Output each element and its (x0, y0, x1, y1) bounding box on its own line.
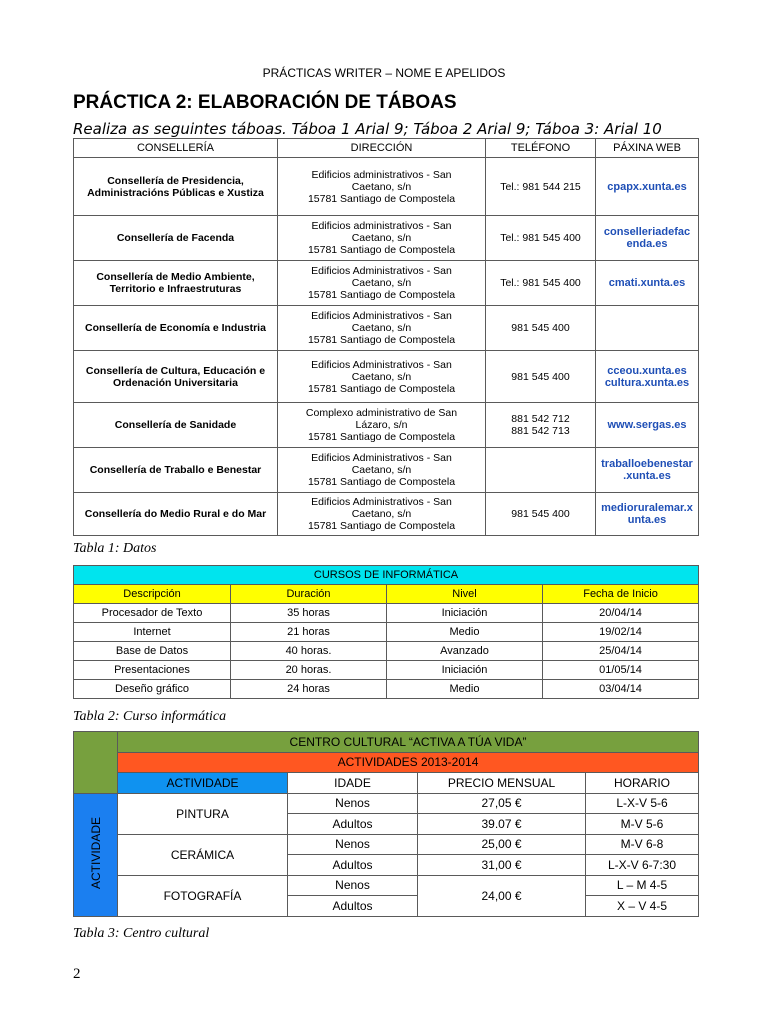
schedule-cell: M-V 6-8 (586, 834, 699, 855)
conselleria-name: Consellería de Facenda (74, 216, 278, 261)
address-line: Edificios Administrativos - San (311, 310, 452, 322)
phone-line: 981 545 400 (511, 322, 570, 334)
address-cell (278, 261, 486, 306)
table-cell: 21 horas (231, 623, 387, 642)
address-cell (278, 493, 486, 536)
table-cell: Internet (74, 623, 231, 642)
phone-cell (486, 448, 596, 493)
table-cell: Iniciación (387, 604, 543, 623)
header-cell: ACTIVIDADE (118, 773, 288, 794)
activity-name: PINTURA (118, 793, 288, 834)
table-centro-cultural (73, 731, 699, 917)
phone-cell (486, 261, 596, 306)
web-link[interactable]: traballoebenestar (601, 458, 693, 470)
table-cell: 20 horas. (231, 661, 387, 680)
address-line: Caetano, s/n (351, 277, 412, 289)
price-cell: 39.07 € (418, 814, 586, 835)
address-line: Caetano, s/n (351, 370, 412, 383)
table-cell: 24 horas (231, 680, 387, 699)
header-cell: Fecha de Inicio (543, 585, 699, 604)
table-header-row (74, 585, 699, 604)
address-line: 15781 Santiago de Compostela (307, 382, 456, 395)
header-cell: DIRECCIÓN (278, 139, 486, 158)
address-line: Edificios Administrativos - San (311, 265, 452, 277)
phone-cell (486, 403, 596, 448)
phone-cell (486, 493, 596, 536)
address-cell (278, 306, 486, 351)
table-cell: 35 horas (231, 604, 387, 623)
table-cell: 25/04/14 (543, 642, 699, 661)
table-cell: Medio (387, 623, 543, 642)
web-link[interactable]: .xunta.es (623, 470, 671, 482)
phone-line: Tel.: 981 544 215 (500, 180, 581, 193)
table-row (74, 661, 699, 680)
web-cell (596, 158, 699, 216)
header-cell: Duración (231, 585, 387, 604)
header-cell: HORARIO (586, 773, 699, 794)
table-cell: Procesador de Texto (74, 604, 231, 623)
address-line: 15781 Santiago de Compostela (307, 289, 456, 301)
conselleria-name: Consellería de Economía e Industria (74, 306, 278, 351)
conselleria-name: Consellería de Sanidade (74, 403, 278, 448)
address-cell (278, 216, 486, 261)
activity-name: FOTOGRAFÍA (118, 875, 288, 916)
address-cell (278, 448, 486, 493)
page-number: 2 (73, 966, 81, 982)
web-cell (596, 493, 699, 536)
page-header: PRÁCTICAS WRITER – NOME E APELIDOS (262, 66, 506, 80)
header-cell: CONSELLERÍA (74, 139, 278, 158)
table-row (74, 642, 699, 661)
table-row (74, 261, 699, 306)
address-line: 15781 Santiago de Compostela (307, 192, 456, 205)
price-cell: 27,05 € (418, 793, 586, 814)
table-cell: 40 horas. (231, 642, 387, 661)
web-cell (596, 216, 699, 261)
web-link[interactable]: conselleriadefac (603, 226, 691, 238)
conselleria-name: Consellería de Cultura, Educación e Ordenación Universitaria (74, 351, 278, 403)
table-row (74, 351, 699, 403)
address-line: Caetano, s/n (351, 508, 412, 520)
address-line: Edificios Administrativos - San (311, 452, 452, 464)
side-label: ACTIVIDADE (88, 816, 103, 889)
price-cell: 25,00 € (418, 834, 586, 855)
table-cell: 01/05/14 (543, 661, 699, 680)
address-line: Edificios administrativos - San (311, 220, 452, 232)
table-row (74, 834, 699, 855)
web-link[interactable]: enda.es (626, 238, 668, 250)
web-cell (596, 306, 699, 351)
address-line: Caetano, s/n (351, 322, 412, 334)
web-cell (596, 351, 699, 403)
intro-text: Realiza as seguintes táboas. Táboa 1 Arial 9; Táboa 2 Arial 9; Táboa 3: Arial 10 (73, 120, 662, 138)
address-line: Complexo administrativo de San (305, 407, 458, 419)
address-cell (278, 158, 486, 216)
side-label-cell (74, 793, 118, 916)
header-cell: Nivel (387, 585, 543, 604)
table-row (74, 306, 699, 351)
address-line: Edificios Administrativos - San (311, 358, 452, 371)
corner-cell (74, 732, 118, 794)
table-cell: Base de Datos (74, 642, 231, 661)
table2-caption: Tabla 2: Curso informática (73, 709, 227, 724)
table-cell: Iniciación (387, 661, 543, 680)
web-link[interactable]: cultura.xunta.es (604, 376, 690, 389)
table-row (74, 604, 699, 623)
address-line: Lázaro, s/n (355, 419, 408, 431)
address-line: Caetano, s/n (351, 232, 412, 244)
table-cell: 19/02/14 (543, 623, 699, 642)
table-row (74, 680, 699, 699)
table-subtitle-row (74, 752, 699, 773)
address-line: 15781 Santiago de Compostela (307, 476, 456, 488)
table-row (74, 623, 699, 642)
phone-line: 881 542 712 (511, 413, 570, 425)
table-subtitle: ACTIVIDADES 2013-2014 (118, 752, 699, 773)
price-cell: 24,00 € (418, 875, 586, 916)
table-cell: Avanzado (387, 642, 543, 661)
age-cell: Nenos (288, 834, 418, 855)
schedule-cell: X – V 4-5 (586, 896, 699, 917)
conselleria-name: Consellería de Traballo e Benestar (74, 448, 278, 493)
schedule-cell: L – M 4-5 (586, 875, 699, 896)
address-cell (278, 351, 486, 403)
header-cell: PRECIO MENSUAL (418, 773, 586, 794)
web-link[interactable]: medioruralemar.x (601, 502, 693, 514)
table-cell: Presentaciones (74, 661, 231, 680)
activity-name: CERÁMICA (118, 834, 288, 875)
address-line: 15781 Santiago de Compostela (307, 520, 456, 532)
table-title-row (74, 566, 699, 585)
header-cell: PÁXINA WEB (596, 139, 699, 158)
age-cell: Adultos (288, 814, 418, 835)
web-link[interactable]: cpapx.xunta.es (607, 180, 687, 193)
address-line: Caetano, s/n (351, 180, 412, 193)
table3-caption: Tabla 3: Centro cultural (73, 926, 210, 941)
table-row (74, 793, 699, 814)
phone-cell (486, 351, 596, 403)
web-link[interactable]: unta.es (627, 514, 667, 526)
web-cell (596, 403, 699, 448)
address-line: 15781 Santiago de Compostela (307, 244, 456, 256)
schedule-cell: M-V 5-6 (586, 814, 699, 835)
age-cell: Nenos (288, 793, 418, 814)
table1-caption: Tabla 1: Datos (73, 541, 157, 556)
header-cell: IDADE (288, 773, 418, 794)
phone-line: 981 545 400 (511, 508, 570, 520)
schedule-cell: L-X-V 5-6 (586, 793, 699, 814)
phone-cell (486, 158, 596, 216)
table-consellerias (73, 138, 699, 536)
table-cell: Deseño gráfico (74, 680, 231, 699)
address-line: 15781 Santiago de Compostela (307, 334, 456, 346)
web-cell (596, 261, 699, 306)
table-cell: 03/04/14 (543, 680, 699, 699)
table-title: CURSOS DE INFORMÁTICA (74, 566, 699, 585)
conselleria-name: Consellería de Medio Ambiente, Territorio e Infraestruturas (74, 261, 278, 306)
address-line: Caetano, s/n (351, 464, 412, 476)
table-title: CENTRO CULTURAL “ACTIVA A TÚA VIDA” (118, 732, 699, 753)
web-link[interactable]: www.sergas.es (607, 419, 687, 431)
phone-line: Tel.: 981 545 400 (500, 232, 581, 244)
table-row (74, 158, 699, 216)
table-row (74, 875, 699, 896)
phone-line: 981 545 400 (511, 370, 570, 383)
table-cell: 20/04/14 (543, 604, 699, 623)
phone-line: 881 542 713 (511, 425, 570, 437)
table-header-row (74, 773, 699, 794)
header-cell: Descripción (74, 585, 231, 604)
table-title-row (74, 732, 699, 753)
address-cell (278, 403, 486, 448)
address-line: Edificios administrativos - San (311, 168, 452, 181)
age-cell: Adultos (288, 896, 418, 917)
web-link[interactable]: cmati.xunta.es (608, 277, 686, 289)
web-cell (596, 448, 699, 493)
table-cell: Medio (387, 680, 543, 699)
age-cell: Nenos (288, 875, 418, 896)
page-title: PRÁCTICA 2: ELABORACIÓN DE TÁBOAS (73, 92, 457, 113)
table-row (74, 403, 699, 448)
header-cell: TELÉFONO (486, 139, 596, 158)
phone-cell (486, 216, 596, 261)
phone-cell (486, 306, 596, 351)
conselleria-name: Consellería de Presidencia, Administracións Públicas e Xustiza (74, 158, 278, 216)
table-row (74, 448, 699, 493)
address-line: 15781 Santiago de Compostela (307, 431, 456, 443)
age-cell: Adultos (288, 855, 418, 876)
table-header-row (74, 139, 699, 158)
table-row (74, 216, 699, 261)
address-line: Edificios Administrativos - San (311, 496, 452, 508)
conselleria-name: Consellería do Medio Rural e do Mar (74, 493, 278, 536)
phone-line: Tel.: 981 545 400 (500, 277, 581, 289)
table-cursos (73, 565, 699, 699)
price-cell: 31,00 € (418, 855, 586, 876)
web-link[interactable]: cceou.xunta.es (607, 364, 687, 377)
schedule-cell: L-X-V 6-7:30 (586, 855, 699, 876)
table-row (74, 493, 699, 536)
